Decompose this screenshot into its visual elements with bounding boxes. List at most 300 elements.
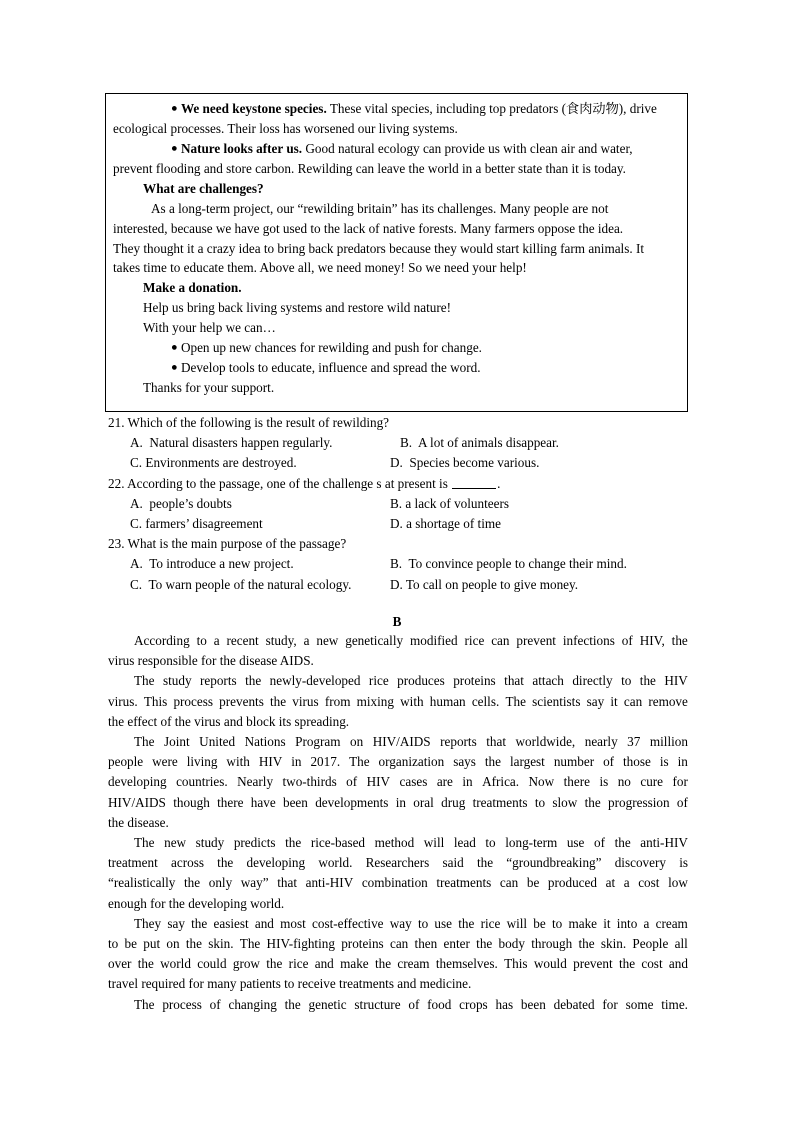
- passage-word: a: [623, 875, 630, 891]
- question-21-stem: [108, 413, 708, 433]
- passage-word: then: [414, 936, 438, 952]
- passage-line: [108, 772, 688, 792]
- passage-word: HIV-fighting: [266, 936, 335, 952]
- passage-word: genetically: [345, 633, 404, 648]
- passage-word: rice-based: [310, 835, 366, 851]
- passage-word: of: [676, 794, 688, 810]
- passage-word: This: [504, 956, 528, 972]
- passage-paragraph-3: [108, 732, 688, 833]
- ad-closing-line: Thanks for your support.: [143, 380, 275, 396]
- passage-word: The: [349, 754, 370, 770]
- ad-bullet-item-2-bold-lead: Nature looks after us.: [180, 141, 303, 157]
- passage-word: it: [603, 915, 611, 931]
- passage-word: that: [486, 734, 507, 750]
- passage-word: rice: [480, 915, 501, 931]
- passage-line: travel required for many patients to receive treatments and medicine.: [108, 976, 472, 992]
- passage-word: prevent: [573, 956, 613, 972]
- question-23-option-c[interactable]: [108, 575, 390, 595]
- passage-line: [108, 853, 688, 873]
- passage-word: way”: [240, 875, 269, 891]
- section-b-heading: B: [392, 614, 402, 629]
- ad-heading-donation: [113, 278, 679, 298]
- question-23-option-b[interactable]: [390, 554, 627, 574]
- passage-word: the: [183, 875, 201, 891]
- passage-word: would: [533, 956, 567, 972]
- question-23-options-row-1: [108, 554, 708, 574]
- passage-word: into: [616, 915, 638, 931]
- passage-word: over: [108, 956, 132, 972]
- passage-word: drug: [441, 794, 466, 810]
- passage-word: recent: [226, 633, 259, 648]
- passage-word: proteins: [453, 673, 496, 689]
- passage-word: there: [217, 794, 244, 810]
- passage-word: skin.: [600, 936, 627, 952]
- passage-word: be: [526, 875, 540, 891]
- passage-word: discovery: [614, 855, 666, 871]
- question-22-number: 22.: [108, 475, 125, 491]
- question-list: [108, 413, 708, 595]
- passage-word: have: [250, 794, 276, 810]
- passage-word: living: [186, 754, 218, 770]
- passage-word: will: [423, 835, 445, 851]
- passage-line: [108, 914, 688, 934]
- option-text: farmers’ disagreement: [145, 516, 263, 532]
- option-text: Environments are destroyed.: [145, 455, 297, 471]
- passage-word: way: [389, 915, 412, 931]
- passage-word: infections: [562, 633, 615, 648]
- passage-word: at: [605, 875, 616, 891]
- passage-word: Researchers: [365, 855, 430, 871]
- passage-word: to: [551, 915, 563, 931]
- passage-line: [108, 752, 688, 772]
- ad-donation-bullet-2-text: Develop tools to educate, influence and spread the word.: [180, 359, 481, 375]
- passage-word: directly: [572, 673, 613, 689]
- passage-word: themselves.: [435, 956, 498, 972]
- passage-word: nearly: [584, 734, 618, 750]
- passage-word: the: [185, 936, 202, 952]
- passage-paragraph-5: [108, 914, 688, 995]
- passage-word: and: [668, 956, 688, 972]
- passage-word: the: [285, 835, 302, 851]
- passage-word: that: [504, 673, 524, 689]
- passage-word: the: [374, 956, 392, 972]
- passage-word: been: [520, 996, 546, 1012]
- passage-word: no: [617, 774, 631, 790]
- passage-word: changing: [228, 996, 277, 1012]
- passage-word: a: [643, 915, 650, 931]
- question-21-option-d[interactable]: [390, 453, 539, 473]
- passage-paragraph-6: [108, 995, 688, 1015]
- passage-line: [108, 631, 688, 651]
- passage-word: be: [533, 915, 546, 931]
- passage-word: oral: [413, 794, 434, 810]
- ad-bullet-item-2-line-2: prevent flooding and store carbon. Rewilding can leave the world in a better state than it is today.: [113, 161, 626, 177]
- option-text: people’s doubts: [149, 495, 232, 511]
- ad-bullet-item-2-rest: Good natural ecology can provide us with clean air and water,: [305, 141, 633, 157]
- passage-word: process: [162, 996, 202, 1012]
- passage-line: [108, 833, 688, 853]
- passage-word: new: [316, 633, 339, 648]
- passage-word: anti-HIV: [640, 835, 688, 851]
- passage-word: This: [143, 693, 168, 709]
- passage-line: the effect of the virus and block its spreading.: [108, 713, 350, 729]
- question-22-options-row-1: [108, 494, 708, 514]
- passage-word: crops: [459, 996, 488, 1012]
- question-23-option-a[interactable]: [108, 554, 390, 574]
- passage-word: to: [534, 794, 546, 810]
- ad-challenges-line-2: interested, because we have got used to the lack of native forests. Many farmers oppose the idea.: [113, 220, 624, 236]
- passage-word: from: [324, 693, 351, 709]
- passage-word: new: [164, 835, 187, 851]
- passage-word: number: [553, 754, 595, 770]
- passage-word: through: [531, 936, 573, 952]
- question-22-text: According to the passage, one of the challenge s at present is: [127, 475, 448, 491]
- passage-word: million: [649, 734, 688, 750]
- passage-word: use: [566, 835, 585, 851]
- ad-challenges-line-1: As a long-term project, our “rewilding britain” has its challenges. Many people are not: [151, 200, 609, 216]
- passage-word: with: [400, 693, 424, 709]
- passage-word: low: [668, 875, 688, 891]
- passage-word: cost: [641, 956, 663, 972]
- question-21-option-c[interactable]: [108, 453, 390, 473]
- passage-word: the: [584, 794, 601, 810]
- passage-word: the: [217, 855, 234, 871]
- question-23-options-row-2: [108, 575, 708, 595]
- passage-word: in: [462, 774, 473, 790]
- passage-word: worldwide,: [515, 734, 576, 750]
- option-label: A.: [130, 435, 143, 451]
- ad-donation-line-1: Help us bring back living systems and restore wild nature!: [143, 299, 452, 315]
- passage-word: Now: [528, 774, 555, 790]
- passage-word: will: [506, 915, 528, 931]
- question-22-text-tail: .: [497, 475, 501, 491]
- question-22-option-d[interactable]: [390, 514, 501, 534]
- passage-word: those: [623, 754, 651, 770]
- option-text: To warn people of the natural ecology.: [148, 576, 352, 592]
- option-label: C.: [130, 516, 143, 532]
- passage-word: is: [599, 774, 609, 790]
- question-23-option-d[interactable]: [390, 575, 578, 595]
- passage-word: HIV/AIDS: [108, 794, 166, 810]
- passage-word: human: [429, 693, 466, 709]
- passage-word: Nations: [244, 734, 286, 750]
- passage-word: enter: [443, 936, 470, 952]
- option-label: C.: [130, 576, 143, 592]
- passage-word: slow: [552, 794, 578, 810]
- passage-line: [108, 732, 688, 752]
- question-22-option-b[interactable]: [390, 494, 509, 514]
- passage-word: the: [270, 693, 287, 709]
- option-label: D.: [390, 455, 403, 471]
- passage-word: says: [453, 754, 476, 770]
- passage-word: the: [578, 936, 595, 952]
- passage-word: the: [137, 956, 154, 972]
- option-text: To convince people to change their mind.: [408, 556, 627, 572]
- ad-heading-challenges-text: What are challenges?: [143, 181, 264, 197]
- option-label: B.: [400, 435, 413, 451]
- question-22-answer-blank[interactable]: [452, 477, 496, 489]
- passage-word: proteins: [341, 936, 384, 952]
- passage-word: reports: [200, 673, 237, 689]
- passage-word: combination: [361, 875, 428, 891]
- passage-word: structure: [354, 996, 401, 1012]
- passage-word: the: [476, 855, 494, 871]
- question-23-stem: [108, 534, 708, 554]
- passage-word: newly-developed: [269, 673, 361, 689]
- passage-word: HIV: [366, 774, 391, 790]
- passage-line: enough for the developing world.: [108, 895, 285, 911]
- passage-word: developing: [246, 855, 306, 871]
- passage-word: largest: [509, 754, 545, 770]
- passage-word: debated: [553, 996, 595, 1012]
- passage-word: predicts: [233, 835, 276, 851]
- option-text: a shortage of time: [406, 516, 501, 532]
- ad-donation-bullet-2: [113, 358, 679, 378]
- passage-word: They: [134, 915, 162, 931]
- passage-word: the: [458, 915, 475, 931]
- passage-word: for: [672, 774, 688, 790]
- passage-word: HIV: [258, 754, 283, 770]
- passage-word: to: [621, 673, 632, 689]
- passage-word: study,: [265, 633, 297, 648]
- passage-word: only: [208, 875, 233, 891]
- passage-word: of: [209, 996, 221, 1012]
- passage-word: the: [476, 936, 493, 952]
- passage-word: on: [166, 936, 180, 952]
- passage-word: Program: [295, 734, 341, 750]
- passage-word: is: [659, 754, 669, 770]
- passage-word: across: [171, 855, 204, 871]
- section-b-passage: [108, 631, 688, 1015]
- passage-word: mixing: [356, 693, 394, 709]
- passage-word: a: [213, 633, 220, 648]
- question-22-option-c[interactable]: [108, 514, 390, 534]
- passage-word: virus.: [108, 693, 138, 709]
- passage-word: reports: [440, 734, 477, 750]
- passage-word: easiest: [213, 915, 249, 931]
- passage-word: say: [167, 915, 185, 931]
- advertisement-box: [105, 93, 688, 412]
- passage-word: According: [134, 633, 190, 648]
- passage-word: to: [196, 633, 207, 648]
- passage-line: [108, 692, 688, 712]
- passage-word: progression: [608, 794, 670, 810]
- passage-word: The: [134, 996, 155, 1012]
- passage-word: a: [303, 633, 310, 648]
- passage-word: Joint: [164, 734, 190, 750]
- passage-word: The: [134, 835, 155, 851]
- passage-word: remove: [648, 693, 688, 709]
- passage-word: treatments: [472, 794, 528, 810]
- passage-paragraph-4: [108, 833, 688, 914]
- option-label: C.: [130, 455, 143, 471]
- question-23-number: 23.: [108, 536, 125, 552]
- passage-word: cost-effective: [312, 915, 384, 931]
- question-22-option-a[interactable]: [108, 494, 390, 514]
- passage-line: [108, 954, 688, 974]
- passage-word: with: [226, 754, 250, 770]
- passage-word: anti-HIV: [305, 875, 354, 891]
- passage-word: can: [499, 875, 519, 891]
- passage-word: HIV: [664, 673, 688, 689]
- passage-word: scientists: [532, 693, 581, 709]
- ad-challenges-line-4: takes time to educate them. Above all, we need money! So we need your help!: [113, 260, 527, 276]
- passage-word: to: [108, 936, 119, 952]
- option-text: To call on people to give money.: [405, 576, 579, 592]
- option-label: D.: [390, 576, 403, 592]
- passage-word: The: [505, 693, 526, 709]
- passage-word: could: [197, 956, 227, 972]
- passage-word: all: [674, 936, 688, 952]
- passage-word: to: [417, 915, 429, 931]
- passage-word: The: [134, 673, 155, 689]
- passage-word: attach: [532, 673, 564, 689]
- passage-word: world.: [318, 855, 353, 871]
- question-21-number: 21.: [108, 415, 125, 430]
- option-label: B.: [390, 495, 403, 511]
- passage-word: in: [395, 794, 406, 810]
- passage-word: been: [282, 794, 308, 810]
- passage-word: countries.: [176, 774, 228, 790]
- option-text: a lack of volunteers: [405, 495, 510, 511]
- passage-word: most: [280, 915, 306, 931]
- ad-donation-line-2: With your help we can…: [143, 319, 276, 335]
- ad-bullet-item-1-line-1: [113, 99, 679, 119]
- bullet-dot-icon: ●: [171, 142, 178, 155]
- option-text: A lot of animals disappear.: [417, 435, 559, 451]
- passage-word: and: [254, 915, 274, 931]
- passage-word: of: [594, 835, 605, 851]
- passage-word: produced: [547, 875, 597, 891]
- passage-word: 2017.: [310, 754, 341, 770]
- passage-word: of: [621, 633, 633, 648]
- question-23-text: What is the main purpose of the passage?: [127, 536, 347, 552]
- passage-word: and: [314, 956, 334, 972]
- passage-word: prevent: [516, 633, 556, 648]
- passage-word: the: [245, 673, 262, 689]
- passage-word: long-term: [505, 835, 558, 851]
- ad-challenges-line-3: They thought it a crazy idea to bring back predators because they would start killing farm animals. It: [113, 240, 644, 256]
- passage-word: treatment: [108, 855, 158, 871]
- option-label: D.: [390, 516, 403, 532]
- question-21-text: Which of the following is the result of rewilding?: [127, 415, 390, 430]
- passage-line: [108, 934, 688, 954]
- question-21-options-row-1: [108, 433, 708, 453]
- passage-word: world: [160, 956, 191, 972]
- passage-word: United: [199, 734, 236, 750]
- passage-word: of: [408, 996, 420, 1012]
- passage-word: make: [340, 956, 369, 972]
- passage-word: be: [124, 936, 137, 952]
- passage-word: “realistically: [108, 875, 176, 891]
- passage-line: [108, 873, 688, 893]
- passage-word: the: [618, 956, 636, 972]
- question-22-stem: [108, 474, 708, 494]
- passage-word: people: [108, 754, 144, 770]
- passage-word: of: [346, 774, 358, 790]
- passage-word: the: [284, 996, 301, 1012]
- passage-word: said: [442, 855, 464, 871]
- option-text: Natural disasters happen regularly.: [149, 435, 333, 451]
- passage-word: there: [563, 774, 590, 790]
- passage-word: People: [632, 936, 669, 952]
- passage-word: can: [389, 936, 409, 952]
- passage-line: virus responsible for the disease AIDS.: [108, 653, 314, 669]
- option-label: A.: [130, 556, 143, 572]
- passage-word: rice: [464, 633, 485, 648]
- passage-word: grow: [232, 956, 260, 972]
- passage-word: it: [610, 693, 618, 709]
- passage-word: on: [350, 734, 364, 750]
- passage-word: organization: [378, 754, 445, 770]
- passage-word: the: [266, 956, 283, 972]
- question-21-option-a[interactable]: [108, 433, 400, 453]
- passage-word: the: [484, 754, 501, 770]
- passage-word: the: [671, 633, 688, 648]
- passage-line: the disease.: [108, 814, 169, 830]
- ad-heading-challenges: [113, 179, 679, 199]
- passage-word: “groundbreaking”: [506, 855, 602, 871]
- passage-word: has: [495, 996, 514, 1012]
- passage-word: some: [625, 996, 654, 1012]
- passage-word: can: [623, 693, 643, 709]
- passage-word: HIV/AIDS: [372, 734, 431, 750]
- passage-word: The: [134, 734, 155, 750]
- passage-line: [108, 671, 688, 691]
- passage-word: rice: [288, 956, 309, 972]
- passage-word: cost: [638, 875, 660, 891]
- passage-word: HIV,: [639, 633, 665, 648]
- ad-bullet-item-1-bold-lead: We need keystone species.: [180, 101, 327, 116]
- passage-word: process: [173, 693, 213, 709]
- passage-word: cells.: [471, 693, 500, 709]
- question-21-options-row-2: [108, 453, 708, 473]
- passage-word: cream: [655, 915, 688, 931]
- passage-word: modified: [410, 633, 458, 648]
- passage-word: to: [485, 835, 496, 851]
- ad-donation-bullet-1: [113, 338, 679, 358]
- passage-word: cure: [640, 774, 664, 790]
- ad-bullet-item-1-rest: These vital species, including top predators (食肉动物), drive: [329, 101, 657, 116]
- option-text: Species become various.: [409, 455, 540, 471]
- passage-word: were: [152, 754, 178, 770]
- passage-word: use: [434, 915, 453, 931]
- passage-word: lead: [453, 835, 476, 851]
- passage-word: the: [191, 915, 208, 931]
- question-21-option-b[interactable]: [400, 433, 559, 453]
- option-label: B.: [390, 556, 403, 572]
- passage-word: the: [614, 835, 631, 851]
- passage-word: put: [143, 936, 161, 952]
- passage-word: The: [239, 936, 261, 952]
- passage-word: virus: [292, 693, 319, 709]
- ad-donation-bullet-1-text: Open up new chances for rewilding and push for change.: [180, 339, 482, 355]
- ad-bullet-item-1-line-2: ecological processes. Their loss has worsened our living systems.: [113, 121, 458, 137]
- passage-word: in: [677, 754, 688, 770]
- passage-word: the: [639, 673, 656, 689]
- passage-word: produces: [397, 673, 445, 689]
- passage-word: time.: [661, 996, 688, 1012]
- passage-word: two-thirds: [282, 774, 337, 790]
- passage-word: study: [162, 673, 192, 689]
- passage-word: body: [498, 936, 525, 952]
- passage-word: developments: [315, 794, 389, 810]
- passage-word: developing: [108, 774, 167, 790]
- passage-word: food: [427, 996, 452, 1012]
- option-text: To introduce a new project.: [149, 556, 294, 572]
- passage-word: prevents: [219, 693, 264, 709]
- bullet-dot-icon: ●: [171, 102, 178, 115]
